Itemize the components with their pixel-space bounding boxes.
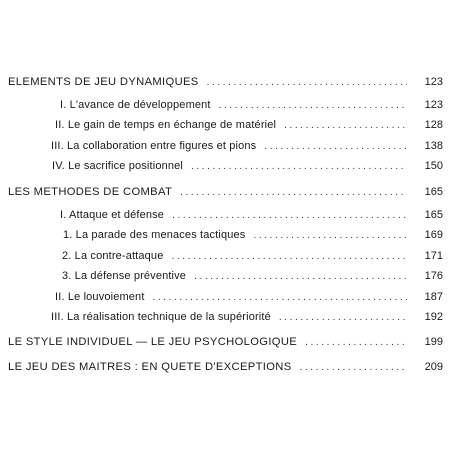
toc-entry-page-number: 123 bbox=[424, 76, 443, 88]
toc-entry-title: IV. Le sacrifice positionnel bbox=[52, 160, 183, 172]
toc-entry-title: LE JEU DES MAITRES : EN QUETE D'EXCEPTIONS bbox=[8, 361, 292, 373]
toc-entry-title: 3. La défense préventive bbox=[62, 270, 187, 282]
toc-entry-title: III. La réalisation technique de la supériorité bbox=[51, 311, 271, 323]
toc-entry-title: II. Le louvoiement bbox=[55, 291, 145, 303]
toc-entry bbox=[8, 184, 443, 200]
toc-entry bbox=[8, 74, 443, 90]
toc-dot-leader bbox=[253, 228, 407, 244]
toc-entry-title: 2. La contre-attaque bbox=[62, 250, 164, 262]
toc-entry-title: ELEMENTS DE JEU DYNAMIQUES bbox=[8, 76, 199, 88]
toc-dot-leader bbox=[279, 310, 407, 326]
toc-entry-page-number: 165 bbox=[424, 209, 443, 221]
toc-dot-leader bbox=[153, 290, 407, 306]
toc-dot-leader bbox=[171, 249, 407, 265]
toc-dot-leader bbox=[180, 185, 407, 201]
toc-entry bbox=[60, 207, 443, 223]
toc-entry bbox=[62, 248, 443, 264]
toc-entry bbox=[55, 117, 443, 133]
toc-entry-page-number: 176 bbox=[424, 270, 443, 282]
toc-entry-title: 1. La parade des menaces tactiques bbox=[63, 229, 246, 241]
toc-entry-page-number: 123 bbox=[424, 99, 443, 111]
toc-dot-leader bbox=[264, 139, 407, 155]
toc-dot-leader bbox=[305, 335, 407, 351]
toc-dot-leader bbox=[300, 360, 407, 376]
toc-entry-page-number: 150 bbox=[424, 160, 443, 172]
toc-dot-leader bbox=[219, 98, 407, 114]
toc-entry bbox=[62, 268, 443, 284]
toc-entry bbox=[51, 309, 443, 325]
toc-entry bbox=[63, 227, 443, 243]
toc-entry-page-number: 209 bbox=[424, 361, 443, 373]
toc-entry bbox=[8, 334, 443, 350]
toc-entry-page-number: 171 bbox=[424, 250, 443, 262]
toc-entry-page-number: 199 bbox=[424, 336, 443, 348]
toc-entry-title: LE STYLE INDIVIDUEL — LE JEU PSYCHOLOGIQUE bbox=[8, 336, 298, 348]
toc-entry-page-number: 165 bbox=[424, 186, 443, 198]
toc-entry bbox=[55, 289, 443, 305]
toc-dot-leader bbox=[172, 208, 407, 224]
toc-entry-page-number: 128 bbox=[424, 119, 443, 131]
toc-entry-page-number: 187 bbox=[424, 291, 443, 303]
toc-entry bbox=[52, 158, 443, 174]
toc-dot-leader bbox=[284, 118, 407, 134]
toc-entry-title: LES METHODES DE COMBAT bbox=[8, 186, 173, 198]
toc-entry-page-number: 138 bbox=[424, 140, 443, 152]
toc-entry bbox=[51, 138, 443, 154]
toc-entry-title: II. Le gain de temps en échange de matériel bbox=[55, 119, 277, 131]
toc-entry bbox=[8, 359, 443, 375]
toc-entry bbox=[60, 97, 443, 113]
toc-entry-title: III. La collaboration entre figures et pions bbox=[51, 140, 257, 152]
toc-entry-page-number: 192 bbox=[424, 311, 443, 323]
toc-dot-leader bbox=[194, 269, 407, 285]
toc-entry-title: I. Attaque et défense bbox=[60, 209, 165, 221]
toc-dot-leader bbox=[191, 159, 407, 175]
toc-entry-title: I. L'avance de développement bbox=[60, 99, 211, 111]
toc-dot-leader bbox=[207, 75, 407, 91]
toc-entry-page-number: 169 bbox=[424, 229, 443, 241]
